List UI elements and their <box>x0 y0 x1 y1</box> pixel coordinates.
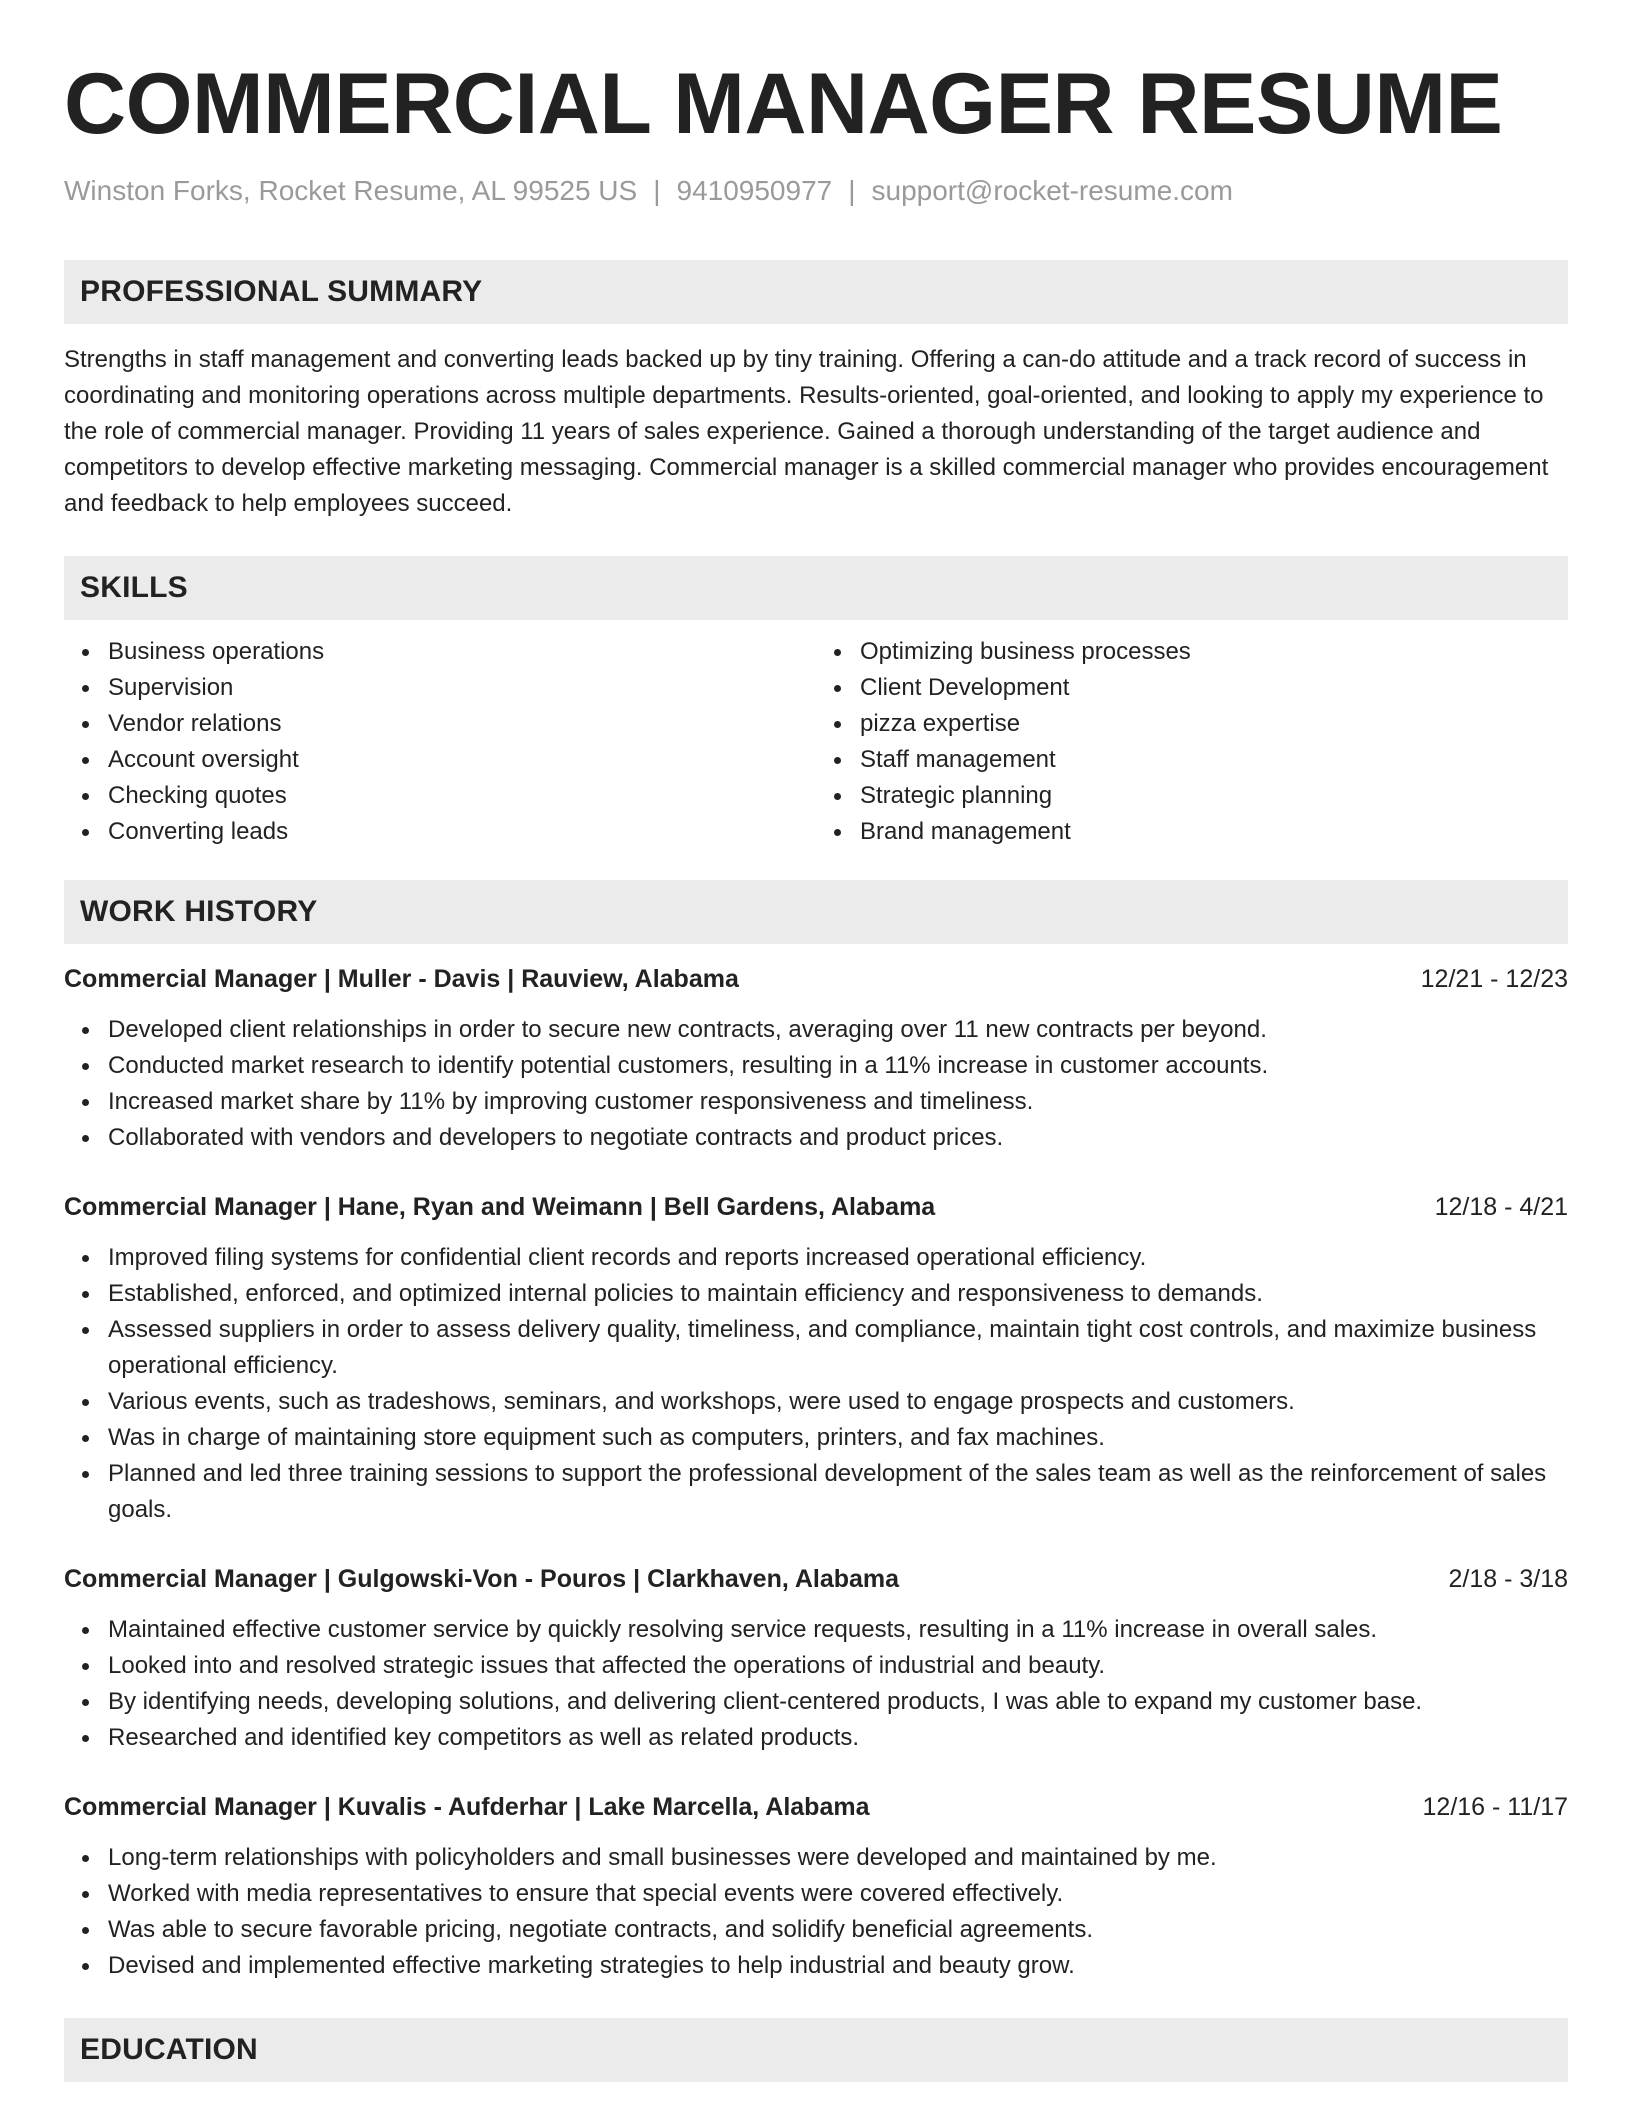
skill-item: Client Development <box>860 670 1568 706</box>
job-bullets <box>64 1012 1568 1156</box>
job-bullet: Was able to secure favorable pricing, negotiate contracts, and solidify beneficial agreements. <box>108 1912 1568 1948</box>
skills-column-left <box>64 634 816 850</box>
job-bullet: Collaborated with vendors and developers to negotiate contracts and product prices. <box>108 1120 1568 1156</box>
job-entry <box>64 962 1568 1156</box>
job-bullet: Worked with media representatives to ensure that special events were covered effectively. <box>108 1876 1568 1912</box>
skill-item: Staff management <box>860 742 1568 778</box>
job-dates: 12/18 - 4/21 <box>1434 1193 1568 1221</box>
contact-address: Winston Forks, Rocket Resume, AL 99525 US <box>64 175 638 206</box>
job-dates: 2/18 - 3/18 <box>1448 1565 1568 1593</box>
job-dates: 12/16 - 11/17 <box>1422 1793 1568 1821</box>
summary-section-header <box>64 260 1568 324</box>
contact-email: support@rocket-resume.com <box>871 175 1233 206</box>
job-header <box>64 1190 1568 1224</box>
resume-title: COMMERCIAL MANAGER RESUME <box>64 56 1503 152</box>
skill-item: Account oversight <box>108 742 816 778</box>
work-history-heading: WORK HISTORY <box>80 895 318 928</box>
job-bullet: Researched and identified key competitors as well as related products. <box>108 1720 1568 1756</box>
skills-section-header <box>64 556 1568 620</box>
contact-separator: | <box>653 175 661 206</box>
job-header <box>64 962 1568 996</box>
summary-heading: PROFESSIONAL SUMMARY <box>80 275 483 308</box>
job-header <box>64 1790 1568 1824</box>
skills-grid <box>64 634 1568 850</box>
job-entry <box>64 1790 1568 1984</box>
job-bullet: Established, enforced, and optimized internal policies to maintain efficiency and responsiveness to demands. <box>108 1276 1568 1312</box>
skill-item: Checking quotes <box>108 778 816 814</box>
job-bullet: Long-term relationships with policyholders and small businesses were developed and maintained by me. <box>108 1840 1568 1876</box>
job-bullet: Was in charge of maintaining store equipment such as computers, printers, and fax machines. <box>108 1420 1568 1456</box>
job-bullet: Conducted market research to identify potential customers, resulting in a 11% increase in customer accounts. <box>108 1048 1568 1084</box>
job-bullet: Increased market share by 11% by improving customer responsiveness and timeliness. <box>108 1084 1568 1120</box>
job-entry <box>64 1562 1568 1756</box>
job-bullet: By identifying needs, developing solutions, and delivering client-centered products, I was able to expand my customer base. <box>108 1684 1568 1720</box>
job-bullet: Assessed suppliers in order to assess delivery quality, timeliness, and compliance, maintain tight cost controls, and maximize business operational efficiency. <box>108 1312 1568 1384</box>
job-bullets <box>64 1840 1568 1984</box>
job-title: Commercial Manager | Hane, Ryan and Weimann | Bell Gardens, Alabama <box>64 1193 936 1221</box>
job-bullet: Looked into and resolved strategic issues that affected the operations of industrial and beauty. <box>108 1648 1568 1684</box>
education-section-header <box>64 2018 1568 2082</box>
skill-item: Converting leads <box>108 814 816 850</box>
education-heading: EDUCATION <box>80 2033 258 2066</box>
job-bullets <box>64 1612 1568 1756</box>
job-entry <box>64 1190 1568 1528</box>
contact-phone: 9410950977 <box>676 175 833 206</box>
job-bullet: Developed client relationships in order to secure new contracts, averaging over 11 new contracts per beyond. <box>108 1012 1568 1048</box>
job-dates: 12/21 - 12/23 <box>1420 965 1568 993</box>
skill-item: Vendor relations <box>108 706 816 742</box>
job-bullet: Devised and implemented effective marketing strategies to help industrial and beauty grow. <box>108 1948 1568 1984</box>
skill-item: Strategic planning <box>860 778 1568 814</box>
skill-item: Brand management <box>860 814 1568 850</box>
skill-item: Supervision <box>108 670 816 706</box>
contact-separator: | <box>848 175 856 206</box>
job-title: Commercial Manager | Muller - Davis | Rauview, Alabama <box>64 965 739 993</box>
job-title: Commercial Manager | Kuvalis - Aufderhar | Lake Marcella, Alabama <box>64 1793 870 1821</box>
job-bullet: Planned and led three training sessions to support the professional development of the sales team as well as the reinforcement of sales goals. <box>108 1456 1568 1528</box>
skills-heading: SKILLS <box>80 571 188 604</box>
work-history-section-header <box>64 880 1568 944</box>
skill-item: pizza expertise <box>860 706 1568 742</box>
summary-text: Strengths in staff management and converting leads backed up by tiny training. Offering a can-do attitude and a track record of success in coordinating and monitoring operations across multiple departments. Results-oriented, goal-oriented, and looking to apply my experience to the role of commercial manager. Providing 11 years of sales experience. Gained a thorough understanding of the target audience and competitors to develop effective marketing messaging. Commercial manager is a skilled commercial manager who provides encouragement and feedback to help employees succeed. <box>64 346 1549 517</box>
job-title: Commercial Manager | Gulgowski-Von - Pouros | Clarkhaven, Alabama <box>64 1565 900 1593</box>
contact-line <box>64 174 1568 208</box>
job-header <box>64 1562 1568 1596</box>
skill-item: Optimizing business processes <box>860 634 1568 670</box>
skills-column-right <box>816 634 1568 850</box>
job-bullet: Various events, such as tradeshows, seminars, and workshops, were used to engage prospects and customers. <box>108 1384 1568 1420</box>
job-bullet: Improved filing systems for confidential client records and reports increased operational efficiency. <box>108 1240 1568 1276</box>
job-bullets <box>64 1240 1568 1528</box>
skill-item: Business operations <box>108 634 816 670</box>
job-bullet: Maintained effective customer service by quickly resolving service requests, resulting in a 11% increase in overall sales. <box>108 1612 1568 1648</box>
